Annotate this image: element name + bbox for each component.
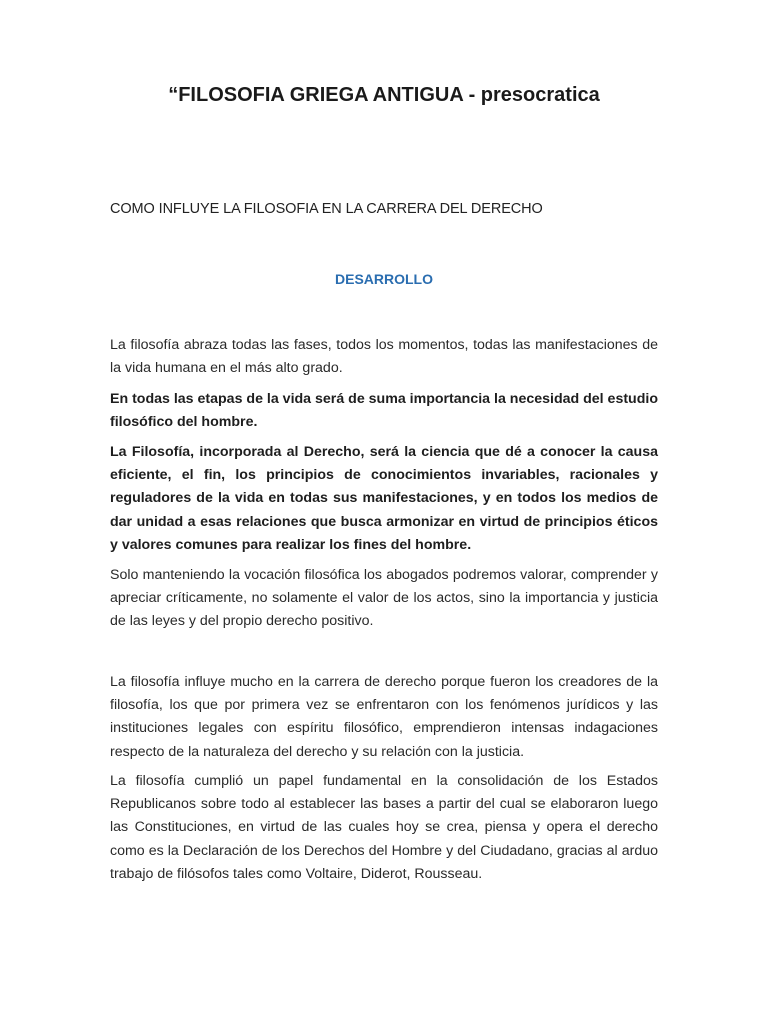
section-heading: DESARROLLO (335, 271, 433, 287)
paragraph: La filosofía cumplió un papel fundamental en la consolidación de los Estados Republicanos sobre todo al establecer las bases a partir del cual se elaboraron luego las Constituciones, en virtud de las cuales hoy se crea, piensa y opera el derecho como es la Declaración de los Derechos del Hombre y del Ciudadano, gracias al arduo trabajo de filósofos tales como Voltaire, Diderot, Rousseau. (110, 773, 658, 882)
paragraph: La filosofía abraza todas las fases, todos los momentos, todas las manifestaciones de la vida humana en el más alto grado. (110, 337, 658, 377)
paragraph-bold: En todas las etapas de la vida será de suma importancia la necesidad del estudio filosófico del hombre. (110, 391, 658, 431)
paragraph: La filosofía influye mucho en la carrera de derecho porque fueron los creadores de la filosofía, los que por primera vez se enfrentaron con los fenómenos jurídicos y las instituciones legales con espíritu filosófico, emprendieron intensas indagaciones respecto de la naturaleza del derecho y su relación con la justicia. (110, 674, 658, 760)
paragraph: Solo manteniendo la vocación filosófica los abogados podremos valorar, comprender y apreciar críticamente, no solamente el valor de los actos, sino la importancia y justicia de las leyes y del propio derecho positivo. (110, 567, 658, 630)
document-subtitle: COMO INFLUYE LA FILOSOFIA EN LA CARRERA DEL DERECHO (110, 201, 543, 217)
paragraph-bold: La Filosofía, incorporada al Derecho, será la ciencia que dé a conocer la causa eficiente, el fin, los principios de conocimientos invariables, racionales y reguladores de la vida en todas sus manifestaciones, y en todos los medios de dar unidad a esas relaciones que busca armonizar en virtud de principios éticos y valores comunes para realizar los fines del hombre. (110, 444, 658, 553)
document-title: “FILOSOFIA GRIEGA ANTIGUA - presocratica (168, 84, 600, 106)
